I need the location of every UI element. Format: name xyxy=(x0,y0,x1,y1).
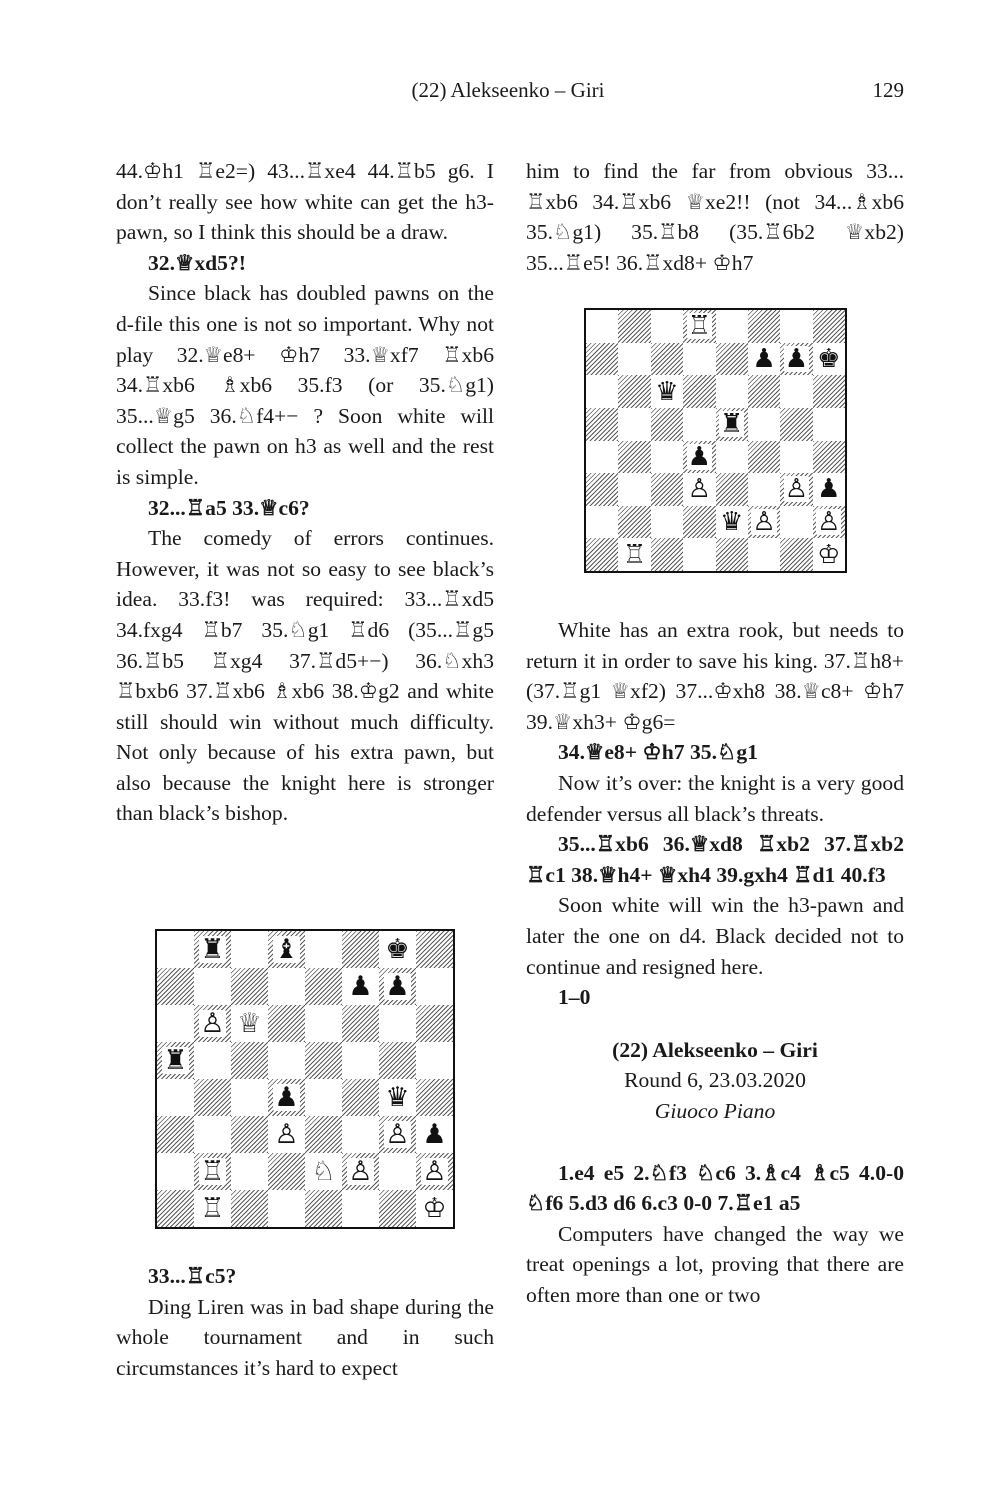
board-square xyxy=(342,968,379,1005)
chess-piece: ♟ xyxy=(422,1119,447,1150)
board-square xyxy=(342,1079,379,1116)
chess-piece: ♙ xyxy=(274,1119,299,1150)
board-square xyxy=(683,506,715,539)
chess-piece: ♙ xyxy=(200,1008,225,1039)
board-square xyxy=(194,1005,231,1042)
board-square xyxy=(813,506,845,539)
board-square xyxy=(780,538,812,571)
board-square xyxy=(780,441,812,474)
move-line: 32.♕xd5?! xyxy=(148,250,246,275)
chess-piece: ♕ xyxy=(237,1008,262,1039)
chess-piece: ♛ xyxy=(385,1082,410,1113)
board-square xyxy=(618,473,650,506)
board-square xyxy=(651,375,683,408)
board-square xyxy=(780,473,812,506)
paragraph: Now it’s over: the knight is a very good defender versus all black’s threats. xyxy=(526,770,904,826)
chess-piece: ♖ xyxy=(622,539,647,570)
board-square xyxy=(748,473,780,506)
chess-piece: ♖ xyxy=(687,311,711,342)
board-square xyxy=(748,310,780,343)
paragraph: 44.♔h1 ♖e2=) 43...♖xe4 44.♖b5 g6. I don’t really see how white can get the h3-pawn, so I think this should be a draw. xyxy=(116,159,494,245)
board-square xyxy=(231,1153,268,1190)
board-square xyxy=(157,1153,194,1190)
board-square xyxy=(748,343,780,376)
board-square xyxy=(157,968,194,1005)
paragraph: The comedy of errors continues. However, it was not so easy to see black’s idea. 33.f3! was required: 33...♖xd5 34.fxg4 ♖b7 35.♘g1 ♖d6 (35...♖g5 36.♖b5 ♖xg4 37.♖d5+−) 36.♘xh3 ♖bxb6 37.♖xb6 ♗xb6 38.♔g2 and white still should win without much difficulty. Not only because of his extra pawn, but also because the knight here is stronger than black’s bishop. xyxy=(116,526,494,826)
board-square xyxy=(618,310,650,343)
paragraph: Since black has doubled pawns on the d-file this one is not so important. Why not play 32.♕e8+ ♔h7 33.♕xf7 ♖xb6 34.♖xb6 ♗xb6 35.f3 (or 35.♘g1) 35...♕g5 36.♘f4+− ? Soon white will collect the pawn on h3 as well and the rest is simple. xyxy=(116,281,494,489)
chess-piece: ♟ xyxy=(784,343,809,374)
board-square xyxy=(813,375,845,408)
board-square xyxy=(231,1005,268,1042)
move-line: 33...♖c5? xyxy=(148,1264,237,1288)
move-line: 1.e4 e5 2.♘f3 ♘c6 3.♗c4 ♗c5 4.0-0 ♘f6 5.d3 d6 6.c3 0-0 7.♖e1 a5 xyxy=(526,1160,904,1216)
board-square xyxy=(268,1190,305,1227)
board-square xyxy=(305,1190,342,1227)
board-square xyxy=(194,1079,231,1116)
board-square xyxy=(416,1153,453,1190)
move-line: 32...♖a5 33.♕c6? xyxy=(148,495,310,520)
board-square xyxy=(780,375,812,408)
board-square xyxy=(651,506,683,539)
left-column xyxy=(116,156,494,829)
board-square xyxy=(586,441,618,474)
board-square xyxy=(813,538,845,571)
board-square xyxy=(813,408,845,441)
board-square xyxy=(194,1190,231,1227)
board-square xyxy=(416,1005,453,1042)
chess-piece: ♙ xyxy=(422,1156,447,1187)
board-square xyxy=(305,1079,342,1116)
board-square xyxy=(618,375,650,408)
board-square xyxy=(379,1190,416,1227)
board-square xyxy=(586,343,618,376)
board-square xyxy=(651,473,683,506)
board-square xyxy=(268,1153,305,1190)
board-square xyxy=(716,506,748,539)
board-square xyxy=(780,343,812,376)
board-square xyxy=(379,1042,416,1079)
board-square xyxy=(416,1079,453,1116)
chess-diagram-1 xyxy=(155,929,455,1229)
chess-piece: ♙ xyxy=(348,1156,373,1187)
game-result: 1–0 xyxy=(558,985,591,1010)
board-square xyxy=(416,968,453,1005)
chess-piece: ♟ xyxy=(817,474,841,505)
board-square xyxy=(416,1116,453,1153)
board-square xyxy=(683,441,715,474)
board-square xyxy=(342,1153,379,1190)
board-square xyxy=(268,1005,305,1042)
board-square xyxy=(305,1042,342,1079)
board-square xyxy=(813,343,845,376)
board-square xyxy=(586,375,618,408)
board-square xyxy=(683,408,715,441)
board-square xyxy=(157,1079,194,1116)
chess-piece: ♟ xyxy=(348,971,373,1002)
chess-piece: ♖ xyxy=(200,1156,225,1187)
chess-piece: ♟ xyxy=(274,1082,299,1113)
chess-piece: ♟ xyxy=(385,971,410,1002)
board-square xyxy=(618,538,650,571)
board-square xyxy=(683,310,715,343)
board-square xyxy=(379,931,416,968)
board-square xyxy=(268,1042,305,1079)
running-title: (22) Alekseenko – Giri xyxy=(411,78,605,102)
running-head xyxy=(0,76,1000,104)
board-square xyxy=(813,310,845,343)
paragraph: Computers have changed the way we treat openings a lot, proving that there are often more than one or two xyxy=(526,1221,904,1307)
board-square xyxy=(305,1153,342,1190)
left-column-lower xyxy=(116,1261,494,1383)
board-square xyxy=(416,1190,453,1227)
chess-diagram-2 xyxy=(584,308,847,573)
board-square xyxy=(651,310,683,343)
paragraph: him to find the far from obvious 33... ♖xb6 34.♖xb6 ♕xe2!! (not 34...♗xb6 35.♘g1) 35.♖b8 (35.♖6b2 ♕xb2) 35...♖e5! 36.♖xd8+ ♔h7 xyxy=(526,159,904,275)
board-square xyxy=(618,343,650,376)
board-square xyxy=(379,968,416,1005)
chess-piece: ♜ xyxy=(200,934,225,965)
board-square xyxy=(716,441,748,474)
board-square xyxy=(268,1116,305,1153)
chess-piece: ♙ xyxy=(752,507,776,538)
board-square xyxy=(586,506,618,539)
paragraph: White has an extra rook, but needs to return it in order to save his king. 37.♖h8+ (37.♖g1 ♕xf2) 37...♔xh8 38.♕c8+ ♔h7 39.♕xh3+ ♔g6= xyxy=(526,618,904,734)
game-opening: Giuoco Piano xyxy=(654,1098,776,1123)
board-square xyxy=(379,1079,416,1116)
board-square xyxy=(716,310,748,343)
board-square xyxy=(586,310,618,343)
board-square xyxy=(379,1116,416,1153)
board-square xyxy=(716,343,748,376)
chess-piece: ♛ xyxy=(655,376,679,407)
board-square xyxy=(231,1116,268,1153)
board-square xyxy=(618,408,650,441)
board-square xyxy=(342,1005,379,1042)
board-square xyxy=(194,968,231,1005)
board-square xyxy=(716,473,748,506)
board-square xyxy=(194,1042,231,1079)
board-square xyxy=(651,441,683,474)
board-square xyxy=(268,968,305,1005)
right-column xyxy=(526,615,904,1310)
chess-piece: ♙ xyxy=(687,474,711,505)
chess-piece: ♟ xyxy=(752,343,776,374)
board-square xyxy=(305,1116,342,1153)
chess-piece: ♚ xyxy=(385,934,410,965)
right-column-top xyxy=(526,156,904,278)
board-square xyxy=(586,538,618,571)
board-square xyxy=(683,343,715,376)
move-line: 35...♖xb6 36.♕xd8 ♖xb2 37.♖xb2 ♖c1 38.♕h4+ ♕xh4 39.gxh4 ♖d1 40.f3 xyxy=(526,832,904,887)
board-square xyxy=(716,538,748,571)
board-square xyxy=(683,375,715,408)
chess-piece: ♖ xyxy=(200,1193,225,1224)
board-square xyxy=(194,1153,231,1190)
game-players: (22) Alekseenko – Giri xyxy=(612,1037,818,1062)
board-square xyxy=(305,968,342,1005)
paragraph: Soon white will win the h3-pawn and later the one on d4. Black decided not to continue and resigned here. xyxy=(526,893,904,979)
board-square xyxy=(342,1190,379,1227)
board-square xyxy=(157,1190,194,1227)
board-square xyxy=(305,931,342,968)
board-square xyxy=(157,1116,194,1153)
board-square xyxy=(157,931,194,968)
board-square xyxy=(651,538,683,571)
chess-piece: ♟ xyxy=(687,441,711,472)
board-square xyxy=(716,408,748,441)
chess-piece: ♘ xyxy=(311,1156,336,1187)
board-square xyxy=(748,538,780,571)
board-square xyxy=(231,1079,268,1116)
chess-piece: ♚ xyxy=(817,343,841,374)
board-square xyxy=(194,1116,231,1153)
board-square xyxy=(683,473,715,506)
board-square xyxy=(651,408,683,441)
chess-piece: ♜ xyxy=(720,409,744,440)
chess-piece: ♙ xyxy=(385,1119,410,1150)
board-square xyxy=(813,441,845,474)
board-square xyxy=(268,1079,305,1116)
game-header xyxy=(526,1035,904,1127)
board-square xyxy=(342,931,379,968)
board-square xyxy=(748,375,780,408)
board-square xyxy=(268,931,305,968)
paragraph: Ding Liren was in bad shape during the whole tournament and in such circumstances it’s hard to expect xyxy=(116,1294,494,1380)
board-square xyxy=(157,1005,194,1042)
board-square xyxy=(379,1005,416,1042)
board-square xyxy=(157,1042,194,1079)
chess-piece: ♜ xyxy=(163,1045,188,1076)
chess-piece: ♝ xyxy=(274,934,299,965)
board-square xyxy=(231,931,268,968)
chess-piece: ♔ xyxy=(817,539,841,570)
board-square xyxy=(305,1005,342,1042)
chess-piece: ♛ xyxy=(720,507,744,538)
board-square xyxy=(231,968,268,1005)
board-square xyxy=(586,473,618,506)
board-square xyxy=(194,931,231,968)
board-square xyxy=(416,931,453,968)
chess-piece: ♔ xyxy=(422,1193,447,1224)
board-square xyxy=(342,1116,379,1153)
board-square xyxy=(618,441,650,474)
board-square xyxy=(748,506,780,539)
chess-piece: ♙ xyxy=(817,507,841,538)
board-square xyxy=(342,1042,379,1079)
board-square xyxy=(416,1042,453,1079)
move-line: 34.♕e8+ ♔h7 35.♘g1 xyxy=(558,740,758,765)
board-square xyxy=(813,473,845,506)
board-square xyxy=(748,441,780,474)
page-number: 129 xyxy=(872,78,904,102)
board-square xyxy=(231,1190,268,1227)
board-square xyxy=(586,408,618,441)
board-square xyxy=(683,538,715,571)
board-square xyxy=(231,1042,268,1079)
board-square xyxy=(780,506,812,539)
board-square xyxy=(748,408,780,441)
chess-piece: ♙ xyxy=(784,474,809,505)
board-square xyxy=(618,506,650,539)
board-square xyxy=(651,343,683,376)
game-round: Round 6, 23.03.2020 xyxy=(624,1068,806,1093)
board-square xyxy=(780,408,812,441)
board-square xyxy=(780,310,812,343)
board-square xyxy=(716,375,748,408)
board-square xyxy=(379,1153,416,1190)
